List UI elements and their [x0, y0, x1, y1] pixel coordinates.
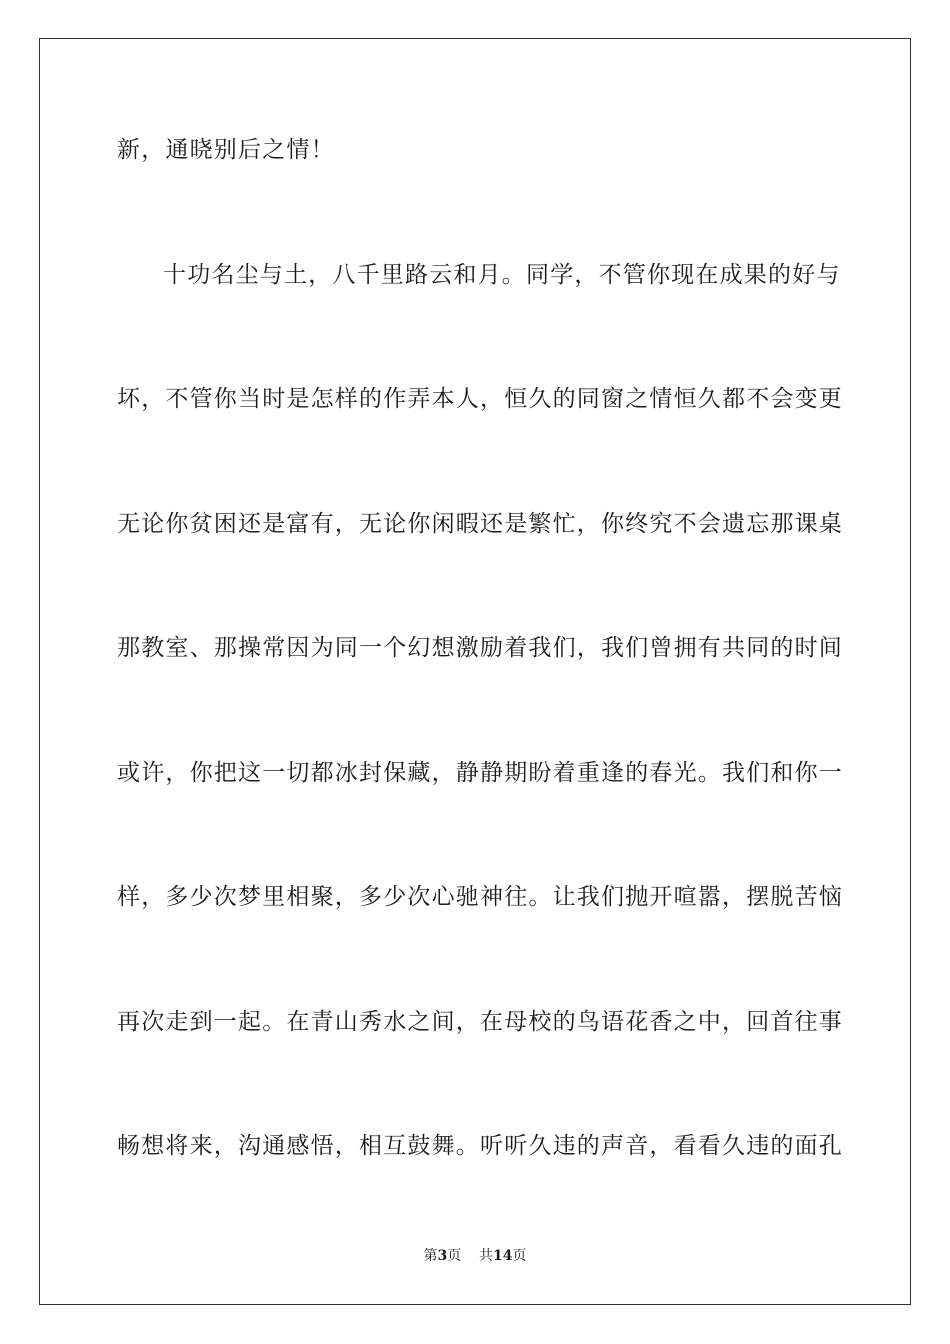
text-line-1: 新，通晓别后之情！ [117, 137, 335, 163]
text-line-7: 样，多少次梦里相聚，多少次心驰神往。让我们抛开喧嚣，摆脱苦恼 [117, 884, 843, 910]
footer-page-suffix: 页 [447, 1248, 462, 1264]
footer-page-prefix: 第 [423, 1248, 438, 1264]
page-footer [0, 1246, 950, 1266]
text-line-6: 或许，你把这一切都冰封保藏，静静期盼着重逢的春光。我们和你一 [117, 760, 843, 786]
text-line-8: 再次走到一起。在青山秀水之间，在母校的鸟语花香之中，回首往事 [117, 1009, 843, 1035]
text-line-4: 无论你贫困还是富有，无论你闲暇还是繁忙，你终究不会遗忘那课桌 [117, 511, 843, 537]
footer-page-number: 3 [437, 1248, 448, 1264]
text-line-2: 十功名尘与土，八千里路云和月。同学，不管你现在成果的好与 [163, 262, 841, 288]
footer-total-pages: 14 [493, 1248, 513, 1264]
text-line-9: 畅想将来，沟通感悟，相互鼓舞。听听久违的声音，看看久违的面孔 [117, 1133, 843, 1159]
footer-total-suffix: 页 [512, 1248, 527, 1264]
footer-total-prefix: 共 [479, 1248, 494, 1264]
text-line-3: 坏，不管你当时是怎样的作弄本人，恒久的同窗之情恒久都不会变更 [117, 386, 843, 412]
text-line-5: 那教室、那操常因为同一个幻想激励着我们，我们曾拥有共同的时间 [117, 635, 843, 661]
page-border [39, 38, 911, 1305]
